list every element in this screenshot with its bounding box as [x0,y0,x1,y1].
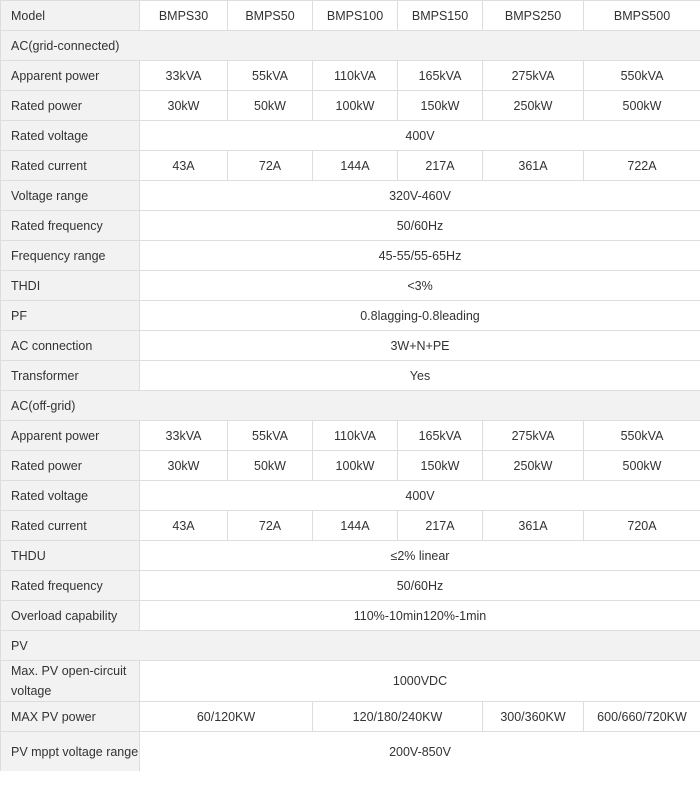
model-name: BMPS250 [483,1,584,31]
cell-value: 30kW [140,91,228,121]
cell-value: 72A [228,511,313,541]
cell-value: 60/120KW [140,702,313,732]
cell-value: 33kVA [140,421,228,451]
table-row [1,151,700,181]
cell-value: 400V [140,481,700,511]
cell-value: 100kW [313,91,398,121]
row-label: PV mppt voltage range [1,732,140,772]
table-row [1,702,700,732]
model-name: BMPS100 [313,1,398,31]
table-row [1,661,700,702]
header-model-label: Model [1,1,140,31]
cell-value: 165kVA [398,421,483,451]
section-title: AC(off-grid) [1,391,700,421]
table-row [1,421,700,451]
model-name: BMPS30 [140,1,228,31]
row-label: Rated power [1,451,140,481]
row-label: Rated current [1,511,140,541]
cell-value: 100kW [313,451,398,481]
cell-value: 217A [398,511,483,541]
row-label: Overload capability [1,601,140,631]
cell-value: 500kW [584,451,700,481]
table-row [1,91,700,121]
cell-value: 550kVA [584,61,700,91]
cell-value: 165kVA [398,61,483,91]
cell-value: 275kVA [483,421,584,451]
row-label: PF [1,301,140,331]
row-label: Max. PV open-circuit voltage [1,661,140,702]
cell-value: 3W+N+PE [140,331,700,361]
row-label: Rated frequency [1,571,140,601]
table-row [1,571,700,601]
header-row [1,1,700,31]
section-title: AC(grid-connected) [1,31,700,61]
cell-value: 30kW [140,451,228,481]
row-label: AC connection [1,331,140,361]
cell-value: 43A [140,151,228,181]
cell-value: 144A [313,511,398,541]
cell-value: 250kW [483,91,584,121]
row-label: Frequency range [1,241,140,271]
cell-value: 500kW [584,91,700,121]
section-header-ac-grid [1,31,700,61]
cell-value: 361A [483,151,584,181]
row-label: Rated voltage [1,481,140,511]
table-row [1,481,700,511]
row-label: Apparent power [1,421,140,451]
cell-value: 600/660/720KW [584,702,700,732]
cell-value: 1000VDC [140,661,700,702]
cell-value: 0.8lagging-0.8leading [140,301,700,331]
cell-value: 120/180/240KW [313,702,483,732]
table-row [1,211,700,241]
table-row [1,732,700,772]
cell-value: ≤2% linear [140,541,700,571]
cell-value: 200V-850V [140,732,700,772]
table-row [1,361,700,391]
cell-value: 250kW [483,451,584,481]
cell-value: 300/360KW [483,702,584,732]
table-row [1,601,700,631]
table-row [1,301,700,331]
table-row [1,331,700,361]
cell-value: 150kW [398,451,483,481]
cell-value: 110kVA [313,61,398,91]
cell-value: 720A [584,511,700,541]
row-label: THDU [1,541,140,571]
row-label: Rated voltage [1,121,140,151]
row-label: Rated current [1,151,140,181]
cell-value: <3% [140,271,700,301]
table-row [1,61,700,91]
table-row [1,121,700,151]
cell-value: 144A [313,151,398,181]
cell-value: 722A [584,151,700,181]
row-label: Voltage range [1,181,140,211]
table-row [1,181,700,211]
cell-value: 72A [228,151,313,181]
cell-value: 361A [483,511,584,541]
row-label: Transformer [1,361,140,391]
section-header-pv [1,631,700,661]
cell-value: 50/60Hz [140,211,700,241]
cell-value: 50kW [228,451,313,481]
model-name: BMPS150 [398,1,483,31]
model-name: BMPS500 [584,1,700,31]
row-label: Rated power [1,91,140,121]
row-label: Rated frequency [1,211,140,241]
cell-value: 110kVA [313,421,398,451]
table-row [1,451,700,481]
cell-value: 55kVA [228,421,313,451]
table-row [1,511,700,541]
model-name: BMPS50 [228,1,313,31]
section-title: PV [1,631,700,661]
section-header-ac-off-grid [1,391,700,421]
cell-value: 55kVA [228,61,313,91]
row-label: MAX PV power [1,702,140,732]
cell-value: 275kVA [483,61,584,91]
cell-value: 43A [140,511,228,541]
table-row [1,271,700,301]
cell-value: 217A [398,151,483,181]
cell-value: 400V [140,121,700,151]
table-row [1,541,700,571]
cell-value: 33kVA [140,61,228,91]
cell-value: 45-55/55-65Hz [140,241,700,271]
row-label: THDI [1,271,140,301]
cell-value: 110%-10min120%-1min [140,601,700,631]
cell-value: 50kW [228,91,313,121]
table-row [1,241,700,271]
cell-value: Yes [140,361,700,391]
cell-value: 320V-460V [140,181,700,211]
cell-value: 550kVA [584,421,700,451]
row-label: Apparent power [1,61,140,91]
cell-value: 50/60Hz [140,571,700,601]
cell-value: 150kW [398,91,483,121]
